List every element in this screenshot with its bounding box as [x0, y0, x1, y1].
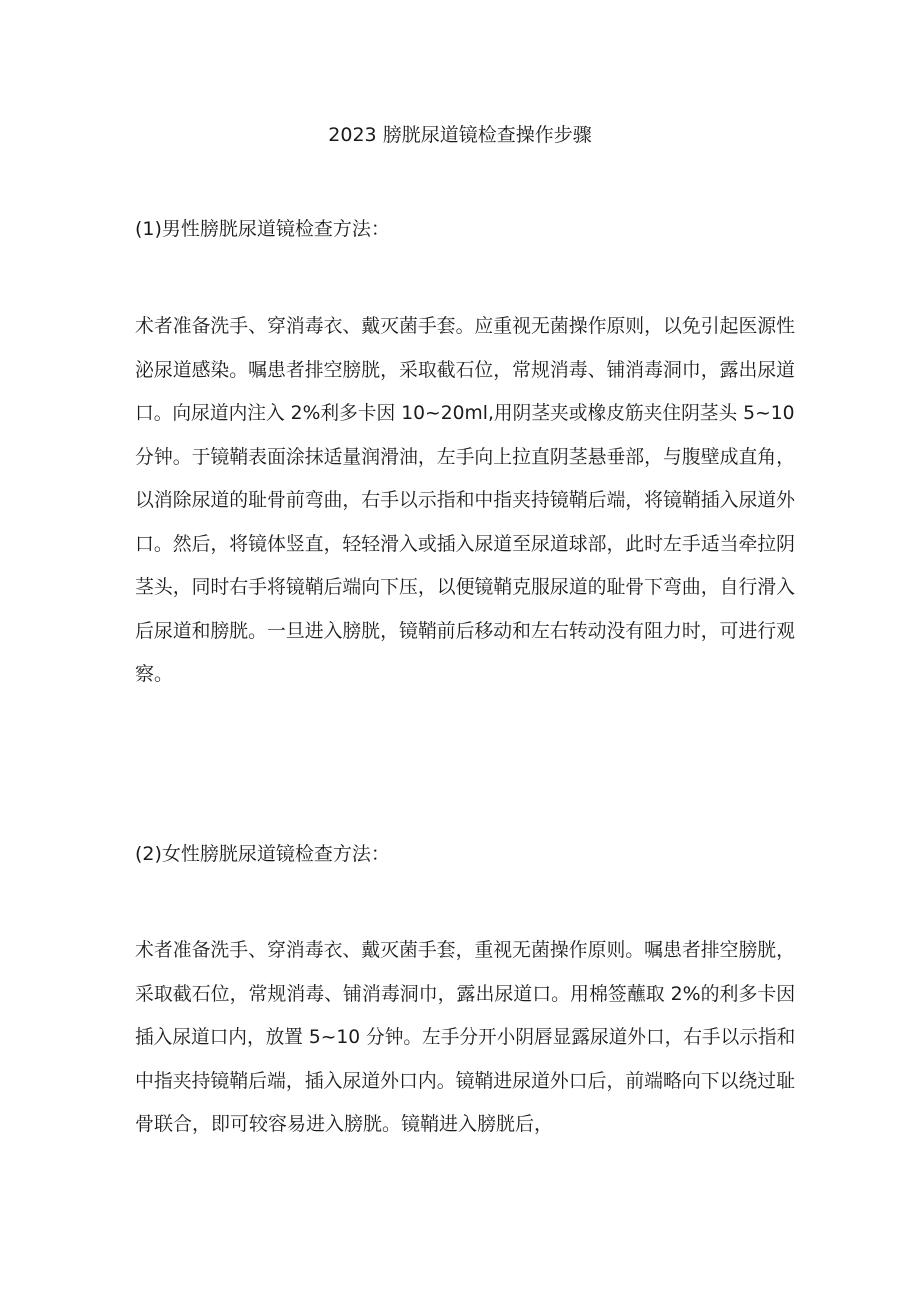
body-line: 茎头，同时右手将镜鞘后端向下压，以便镜鞘克服尿道的耻骨下弯曲，自行滑入 — [135, 576, 796, 598]
body-line: 骨联合，即可较容易进入膀胱。镜鞘进入膀胱后， — [135, 1113, 554, 1135]
section-heading-male: (1)男性膀胱尿道镜检查方法： — [135, 218, 390, 240]
body-line: 泌尿道感染。嘱患者排空膀胱，采取截石位，常规消毒、铺消毒洞巾，露出尿道 — [135, 358, 796, 381]
body-line: 术者准备洗手、穿消毒衣、戴灭菌手套。应重视无菌操作原则，以免引起医源性 — [135, 315, 796, 337]
body-line: 口。向尿道内注入 2%利多卡因 10~20ml,用阴茎夹或橡皮筋夹住阴茎头 5~10 — [135, 402, 795, 424]
body-line: 察。 — [135, 663, 174, 685]
body-line: 中指夹持镜鞘后端，插入尿道外口内。镜鞘进尿道外口后，前端略向下以绕过耻 — [135, 1069, 796, 1092]
document-title: 2023 膀胱尿道镜检查操作步骤 — [328, 124, 592, 146]
body-line: 插入尿道口内，放置 5~10 分钟。左手分开小阴唇显露尿道外口，右手以示指和 — [135, 1026, 796, 1048]
body-line: 采取截石位，常规消毒、铺消毒洞巾，露出尿道口。用棉签蘸取 2%的利多卡因 — [135, 982, 796, 1005]
body-line: 后尿道和膀胱。一旦进入膀胱，镜鞘前后移动和左右转动没有阻力时，可进行观 — [135, 619, 796, 642]
body-line: 术者准备洗手、穿消毒衣、戴灭菌手套，重视无菌操作原则。嘱患者排空膀胱， — [135, 939, 796, 961]
section-heading-female: (2)女性膀胱尿道镜检查方法： — [135, 843, 390, 865]
section-body-female — [135, 935, 795, 1153]
body-line: 分钟。于镜鞘表面涂抹适量润滑油，左手向上拉直阴茎悬垂部，与腹壁成直角， — [135, 445, 796, 468]
body-line: 以消除尿道的耻骨前弯曲，右手以示指和中指夹持镜鞘后端，将镜鞘插入尿道外 — [135, 489, 796, 511]
body-line: 口。然后，将镜体竖直，轻轻滑入或插入尿道至尿道球部，此时左手适当牵拉阴 — [135, 532, 796, 555]
section-body-male — [135, 311, 795, 703]
